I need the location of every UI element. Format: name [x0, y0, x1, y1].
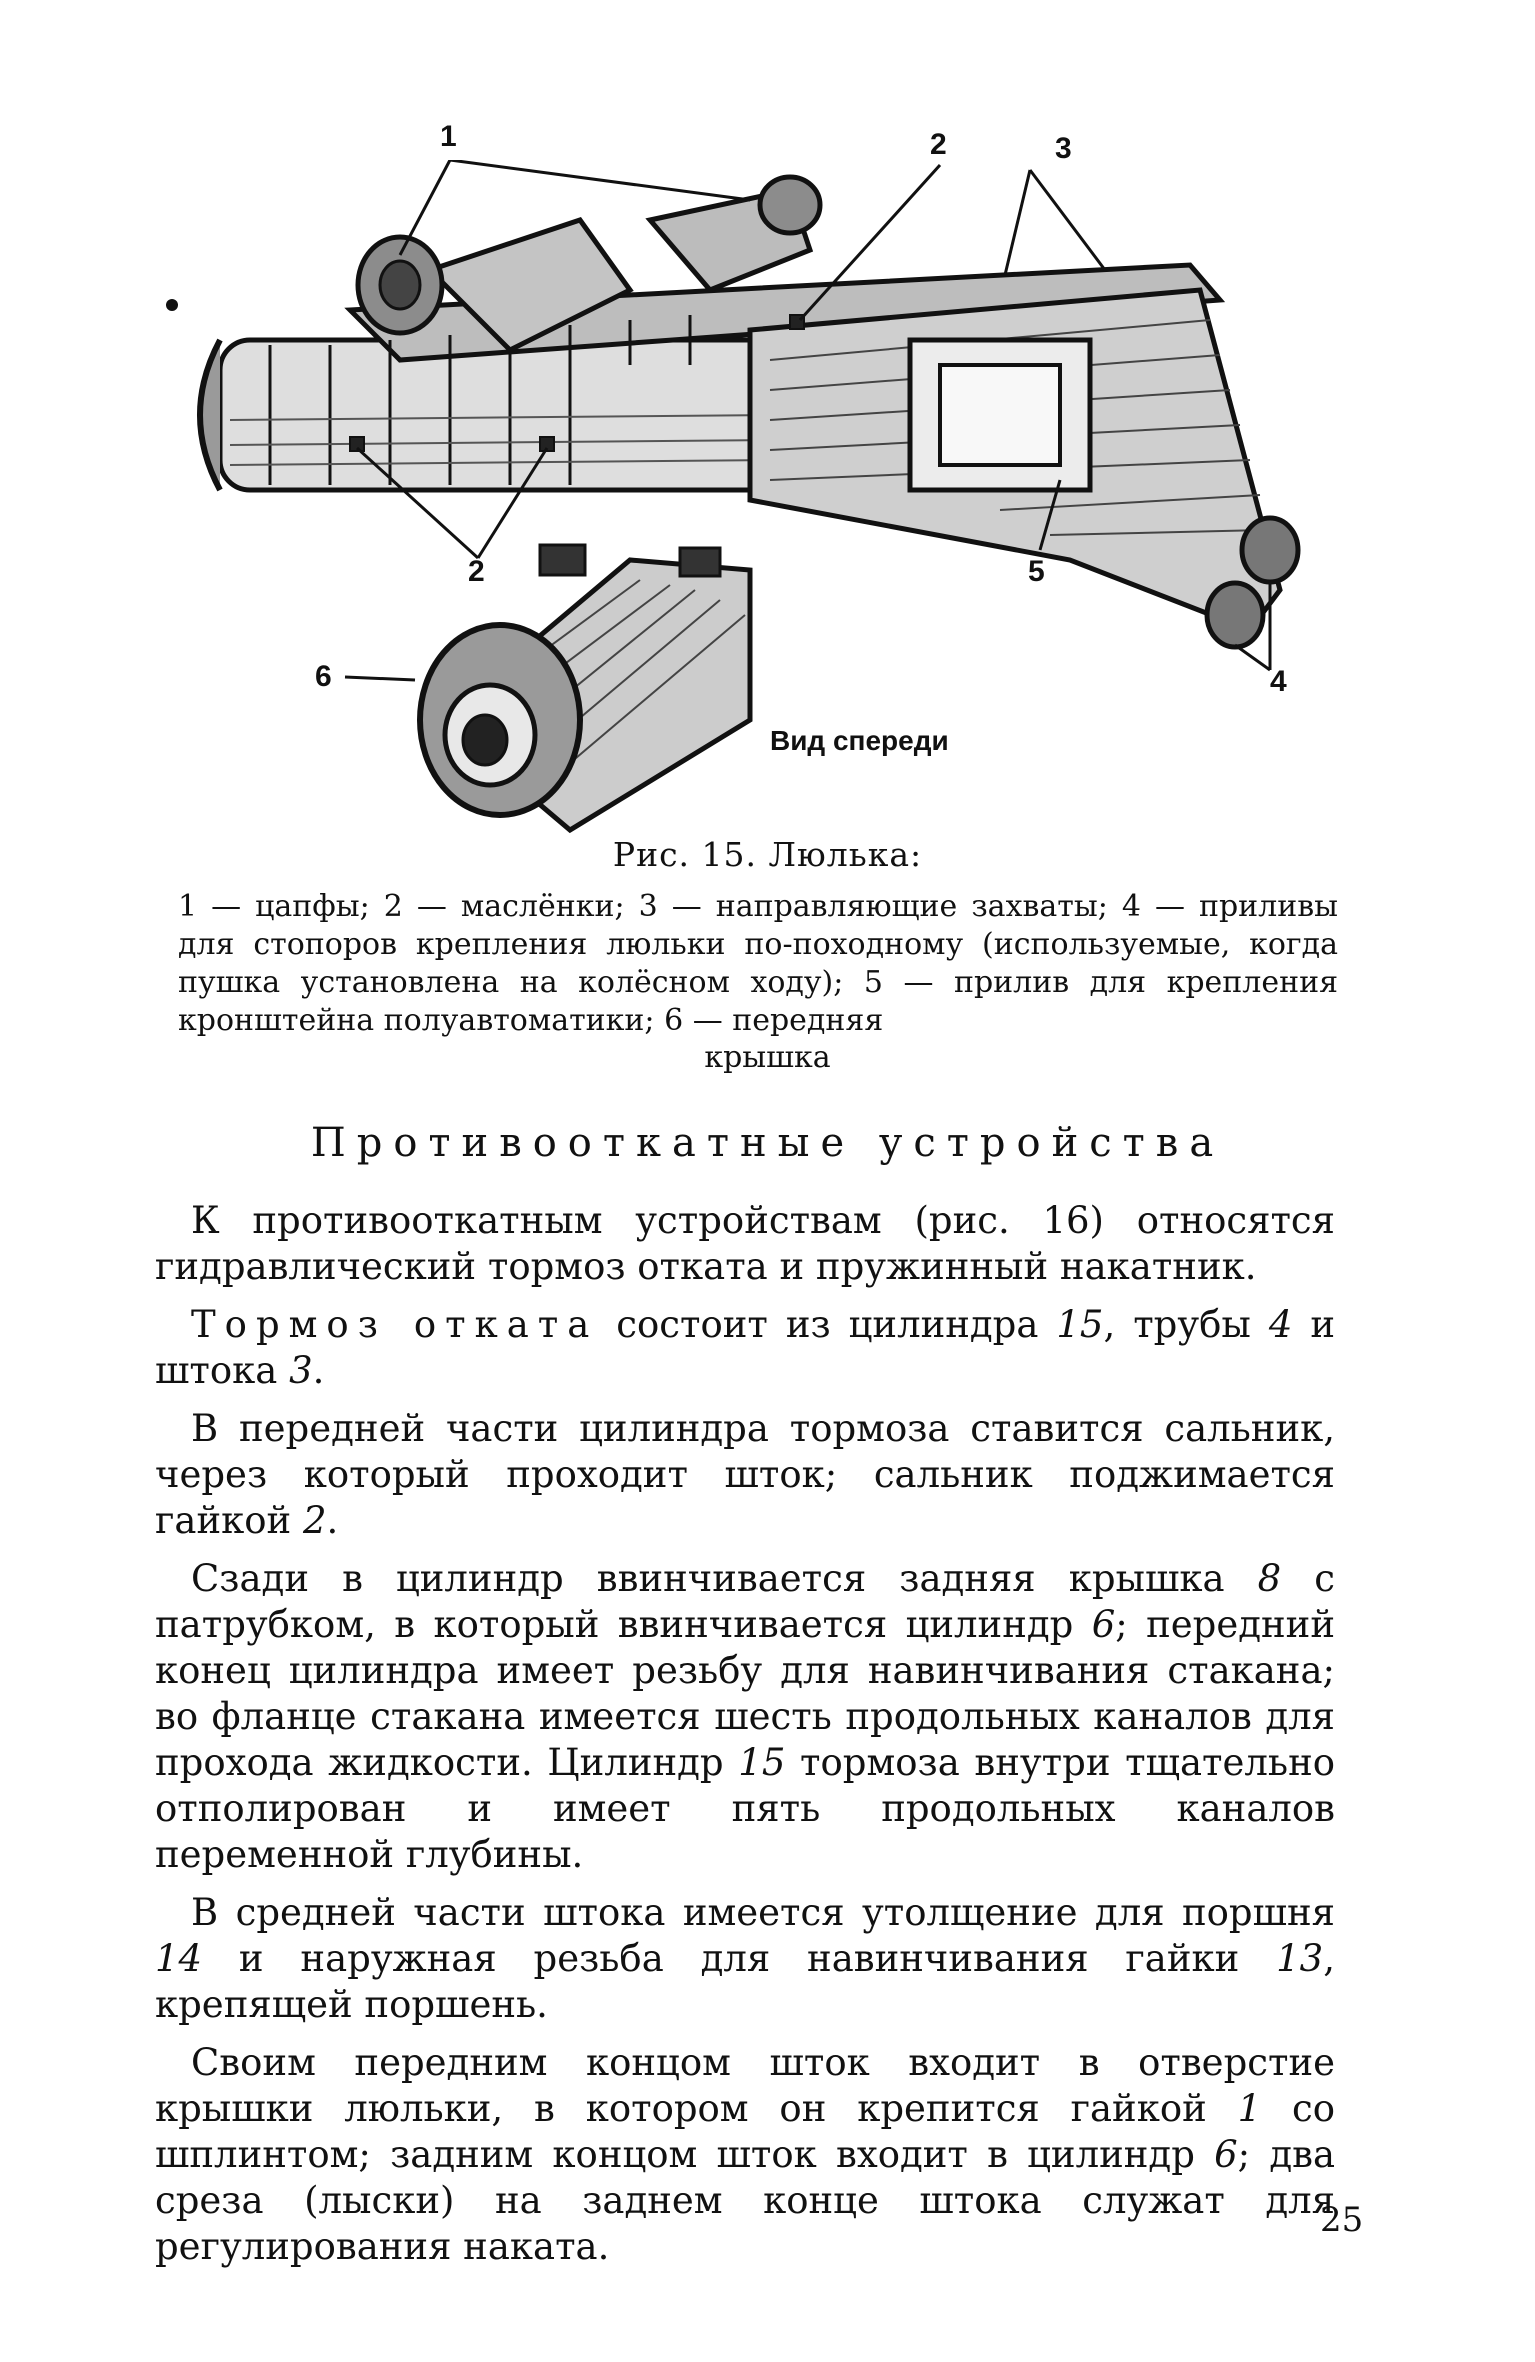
text-span: , крепящей поршень. — [155, 1937, 1335, 2026]
figure-label-3: 3 — [1055, 132, 1072, 165]
paragraph-3 — [155, 1406, 1335, 1544]
ref-number: 4 — [1268, 1303, 1293, 1346]
figure-legend-end: крышка — [704, 1040, 831, 1075]
text-span: . — [326, 1499, 339, 1542]
text-span: ; передний конец цилиндра имеет резьбу для навинчивания стакана; во фланце стакана имеется шесть продольных каналов для прохода жидкости. Цилиндр — [155, 1603, 1335, 1784]
text-span: . — [312, 1349, 325, 1392]
figure-label-6: 6 — [315, 660, 332, 693]
figure-label-2-top: 2 — [930, 128, 947, 161]
figure-caption-title: Рис. 15. Люлька: — [612, 835, 923, 874]
ref-number: 8 — [1257, 1557, 1282, 1600]
cradle-drawing — [150, 160, 1350, 850]
text-span: ; два среза (лыски) на заднем конце штока служат для регулирования наката. — [155, 2133, 1336, 2268]
text-span: В передней части цилиндра тормоза ставится сальник, через который проходит шток; сальник поджимается гайкой — [155, 1407, 1335, 1542]
ref-number: 14 — [155, 1937, 203, 1980]
ref-number: 13 — [1276, 1937, 1324, 1980]
paragraph-2 — [155, 1302, 1335, 1394]
text-span: с патрубком, в который ввинчивается цилиндр — [155, 1557, 1335, 1646]
body-text — [155, 1198, 1335, 2282]
text-span: , трубы — [1103, 1303, 1269, 1346]
paragraph-4 — [155, 1556, 1335, 1878]
text-span: со шплинтом; задним концом шток входит в цилиндр — [155, 2087, 1335, 2176]
paragraph-5 — [155, 1890, 1335, 2028]
text-span: Сзади в цилиндр ввинчивается задняя крышка — [191, 1557, 1258, 1600]
ref-number: 15 — [738, 1741, 786, 1784]
print-speck — [166, 299, 178, 311]
text-span: и наружная резьба для навинчивания гайки — [202, 1937, 1277, 1980]
text-span: Своим передним концом шток входит в отверстие крышки люльки, в котором он крепится гайкой — [155, 2041, 1335, 2130]
front-view-label: Вид спереди — [770, 725, 949, 756]
term-recoil-brake: Тормоз отката — [191, 1303, 599, 1346]
ref-number: 2 — [302, 1499, 327, 1542]
text-span: и штока — [155, 1303, 1335, 1392]
figure-legend: 1 — цапфы; 2 — маслёнки; 3 — направляющие захваты; 4 — приливы для стопоров крепления люльки по-походному (используемые, когда пушка установлена на колёсном ходу); 5 — прилив для крепления кронштейна полуавтоматики; 6 — передняя — [178, 889, 1338, 1038]
ref-number: 6 — [1091, 1603, 1116, 1646]
paragraph-1: К противооткатным устройствам (рис. 16) относятся гидравлический тормоз отката и пружинный накатник. — [155, 1199, 1335, 1288]
text-span: тормоза внутри тщательно отполирован и имеет пять продольных каналов переменной глубины. — [155, 1741, 1336, 1876]
ref-number: 6 — [1214, 2133, 1238, 2176]
figure-label-2-bottom: 2 — [468, 555, 485, 588]
paragraph-6 — [155, 2040, 1335, 2270]
cradle-illustration — [150, 120, 1350, 850]
figure-label-1: 1 — [440, 120, 457, 153]
text-span: состоит из цилиндра — [598, 1303, 1057, 1346]
figure-label-5: 5 — [1028, 555, 1045, 588]
page-number: 25 — [1320, 2200, 1364, 2240]
ref-number: 3 — [289, 1349, 313, 1392]
figure-label-4: 4 — [1270, 665, 1287, 698]
ref-number: 1 — [1237, 2087, 1262, 2130]
section-heading: Противооткатные устройства — [310, 1120, 1225, 1166]
ref-number: 15 — [1056, 1303, 1104, 1346]
text-span: В средней части штока имеется утолщение для поршня — [191, 1891, 1335, 1934]
